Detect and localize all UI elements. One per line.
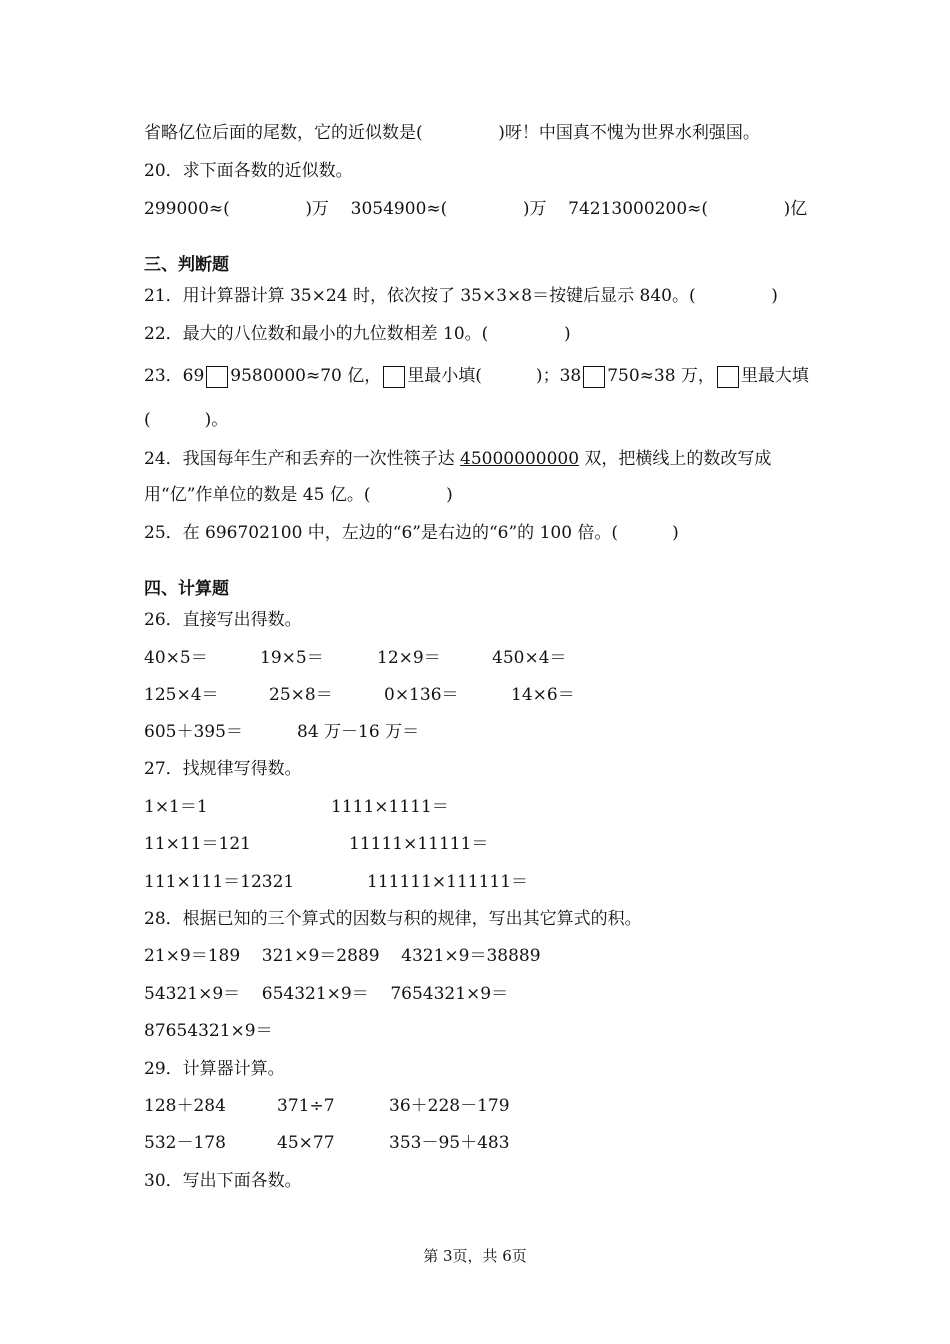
q25: 25．在 696702100 中，左边的“6”是右边的“6”的 100 倍。( ) xyxy=(144,523,679,543)
answer-box-ref xyxy=(383,366,405,388)
q20-title: 20．求下面各数的近似数。 xyxy=(144,161,353,181)
calc-item: 371÷7 xyxy=(277,1096,335,1116)
q23-part-c: 里最小填( )；38 xyxy=(407,366,582,386)
q19-continued: 省略亿位后面的尾数，它的近似数是( )呀！中国真不愧为世界水利强国。 xyxy=(144,123,760,143)
q24-underlined-number: 45000000000 xyxy=(460,449,580,469)
pattern-item: 11×11＝121 xyxy=(144,834,251,854)
pattern-item: 1111×1111＝ xyxy=(331,797,449,817)
pattern-item: 111×111＝12321 xyxy=(144,872,295,892)
q23-part-b: 9580000≈70 亿， xyxy=(230,366,382,386)
section-calc-heading: 四、计算题 xyxy=(144,579,229,599)
calc-item: 128＋284 xyxy=(144,1096,226,1116)
calc-item: 532－178 xyxy=(144,1133,226,1153)
q23-part-a: 23．69 xyxy=(144,366,205,386)
q24-part-b: 双，把横线上的数改写成 xyxy=(579,449,772,469)
q28-known: 21×9＝189 321×9＝2889 4321×9＝38889 xyxy=(144,946,541,966)
page-footer: 第 3页，共 6页 xyxy=(423,1247,527,1265)
q23-part-e: 里最大填 xyxy=(740,366,809,386)
calc-item: 19×5＝ xyxy=(260,648,324,668)
calc-item: 125×4＝ xyxy=(144,685,219,705)
q29-title: 29．计算器计算。 xyxy=(144,1059,285,1079)
q21: 21．用计算器计算 35×24 时，依次按了 35×3×8＝按键后显示 840。( ) xyxy=(144,286,778,306)
q24 xyxy=(144,448,771,470)
pattern-item: 1×1＝1 xyxy=(144,797,208,817)
q23-part-d: 750≈38 万， xyxy=(607,366,715,386)
calc-item: 45×77 xyxy=(277,1133,335,1153)
q23-continued: ( )。 xyxy=(144,410,229,430)
pattern-item: 111111×111111＝ xyxy=(367,872,529,892)
q23 xyxy=(144,365,809,388)
calc-item: 0×136＝ xyxy=(384,685,459,705)
q27-title: 27．找规律写得数。 xyxy=(144,759,302,779)
calc-item: 605＋395＝ xyxy=(144,722,243,742)
calc-item: 84 万－16 万＝ xyxy=(297,722,420,742)
q28-unknown-2: 87654321×9＝ xyxy=(144,1021,273,1041)
q20-items: 299000≈( )万 3054900≈( )万 74213000200≈( )亿 xyxy=(144,199,808,219)
answer-box-ref xyxy=(717,366,739,388)
q30-title: 30．写出下面各数。 xyxy=(144,1171,302,1191)
calc-item: 40×5＝ xyxy=(144,648,208,668)
calc-item: 14×6＝ xyxy=(511,685,575,705)
q24-part-a: 24．我国每年生产和丢弃的一次性筷子达 xyxy=(144,449,461,469)
q24-continued: 用“亿”作单位的数是 45 亿。( ) xyxy=(144,485,453,505)
calc-item: 36＋228－179 xyxy=(389,1096,510,1116)
q26-title: 26．直接写出得数。 xyxy=(144,610,302,630)
calc-item: 353－95＋483 xyxy=(389,1133,510,1153)
calc-item: 12×9＝ xyxy=(377,648,441,668)
q22: 22．最大的八位数和最小的九位数相差 10。( ) xyxy=(144,324,571,344)
pattern-item: 11111×11111＝ xyxy=(349,834,489,854)
calc-item: 450×4＝ xyxy=(492,648,567,668)
section-judgment-heading: 三、判断题 xyxy=(144,255,229,275)
calc-item: 25×8＝ xyxy=(269,685,333,705)
q28-unknown: 54321×9＝ 654321×9＝ 7654321×9＝ xyxy=(144,984,509,1004)
answer-box[interactable] xyxy=(583,366,605,388)
q28-title: 28．根据已知的三个算式的因数与积的规律，写出其它算式的积。 xyxy=(144,909,642,929)
answer-box[interactable] xyxy=(206,366,228,388)
